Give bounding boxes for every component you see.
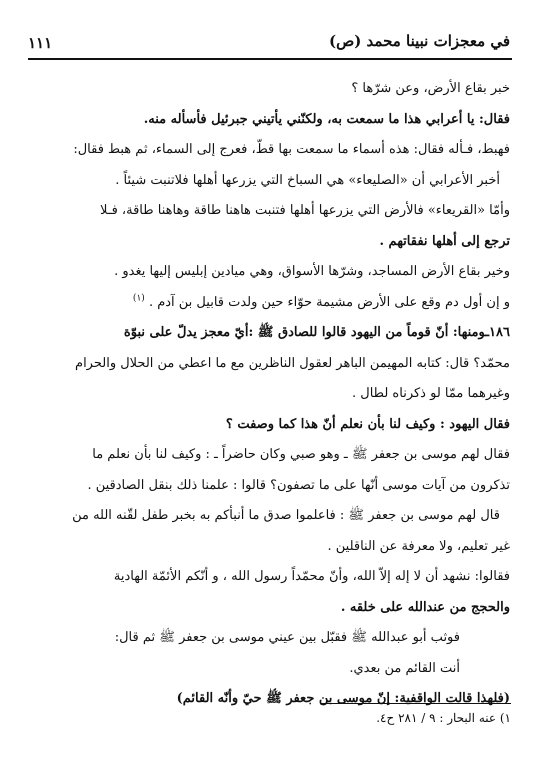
text-line: تذكرون من آيات موسى أنّها على ما تصفون؟ قالوا : علمنا ذلك بنقل الصادقين . <box>87 477 510 493</box>
footnote-rule <box>321 703 511 704</box>
text-line: فوثب أبو عبدالله ﷺ فقبّل بين عيني موسى بن جعفر ﷺ ثم قال: <box>114 630 460 645</box>
text-line-content: و إن أول دم وقع على الأرض مشيمة حوّاء حين ولدت قابيل بن آدم . <box>148 294 510 310</box>
text-line: غير تعليم، ولا معرفة عن الناقلين . <box>327 538 510 554</box>
text-line: محمّد؟ قال: كتابه المهيمن الباهر لعقول الناظرين مع ما اعطي من الحلال والحرام <box>75 355 510 371</box>
text-line: وخير بقاع الأرض المساجد، وشرّها الأسواق، وهي ميادين إبليس إليها يغدو . <box>114 264 510 279</box>
text-line: فقالوا: نشهد أن لا إله إلاّ الله، وأنّ محمّداً رسول الله ، و أنّكم الأئمّة الهادية <box>113 569 510 584</box>
header-rule <box>28 58 512 60</box>
body-text <box>30 74 510 715</box>
text-line: وغيرهما ممّا لو ذكرناه لطال . <box>352 386 510 401</box>
hadith-number-line: ١٨٦ـومنها: أنّ قوماً من اليهود قالوا للصادق ﷺ :أيّ معجز يدلّ على نبوّة <box>123 325 510 340</box>
footnote: ١) عنه البحار : ٩ / ٢٨١ ح٤. <box>376 711 511 725</box>
text-line: وأمّا «القريعاء» فالأرض التي يزرعها أهلها فتنبت هاهنا طاقة وهاهنا طاقة، فـلا <box>100 203 510 218</box>
text-line: فهبط، فـأله فقال: هذه أسماء ما سمعت بها قطّ، فعرج إلى السماء، ثم هبط فقال: <box>73 142 510 157</box>
page-header <box>28 30 510 58</box>
footnote-marker: (١) <box>132 293 145 304</box>
text-line: والحجج من عندالله على خلقه . <box>340 599 510 615</box>
text-line: خبر بقاع الأرض، وعن شرّها ؟ <box>351 81 510 96</box>
text-line-with-footnote <box>30 288 510 319</box>
running-head: في معجزات نبينا محمد (ص) <box>329 32 510 50</box>
text-line: أخبر الأعرابي أن «الصليعاء» هي السباخ التي يزرعها أهلها فلاتنبت شيئاً . <box>115 172 500 188</box>
text-line: فقال: يا أعرابي هذا ما سمعت به، ولكنّني يأتيني جبرئيل فأسأله منه. <box>143 111 510 127</box>
text-line: ترجع إلى أهلها نفقاتهم . <box>379 233 510 249</box>
text-line: (فلهذا قالت الواقفية: إنّ موسى بن جعفر ﷺ حيّ وأنّه القائم) <box>176 691 510 706</box>
page-number: ١١١ <box>28 34 53 52</box>
text-line: فقال لهم موسى بن جعفر ﷺ ـ وهو صبي وكان حاضراً ـ : وكيف لنا بأن نعلم ما <box>92 447 510 462</box>
text-line: قال لهم موسى بن جعفر ﷺ : فاعلموا صدق ما أنبأكم به بخبر طفل لقّنه الله من <box>72 508 500 523</box>
text-line: فقال اليهود : وكيف لنا بأن نعلم أنّ هذا كما وصفت ؟ <box>225 416 510 432</box>
text-line: أنت القائم من بعدي. <box>349 660 460 676</box>
